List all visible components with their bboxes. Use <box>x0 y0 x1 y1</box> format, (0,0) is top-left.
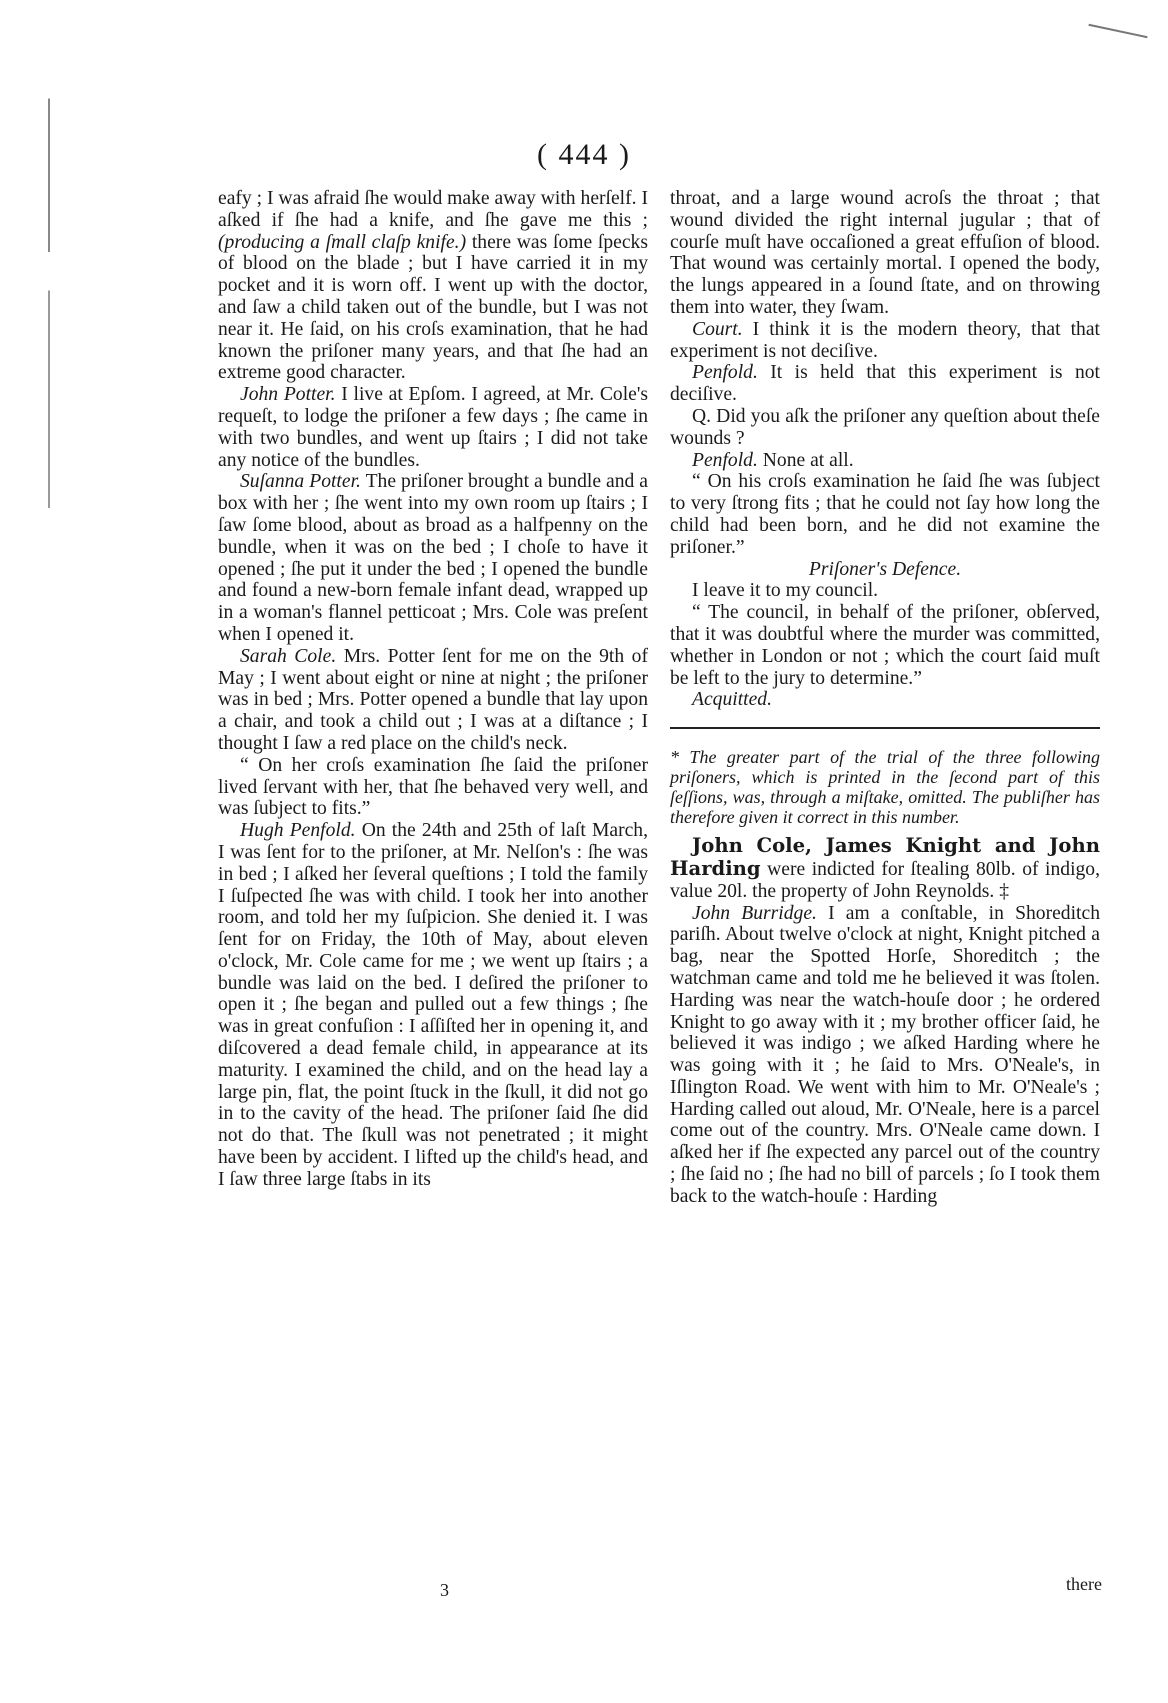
defence-heading: Priſoner's Defence. <box>808 558 962 580</box>
text-run: I live at Epſom. I agreed, at Mr. Cole's requeſt, to lodge the priſoner a few days ; ſhe came in with two bundles, and went up ſtairs ; I did not take any notice of the bundles. <box>218 384 649 471</box>
paragraph <box>670 450 1100 472</box>
defendant-names: John Cole, James Knight and John Harding <box>670 834 1100 880</box>
corner-scan-mark <box>1088 24 1147 38</box>
text-run: “ On her croſs examination ſhe ſaid the priſoner lived ſervant with her, that ſhe behaved very well, and was ſubject to fits.” <box>218 754 648 820</box>
paragraph <box>218 471 648 645</box>
paragraph <box>218 646 648 755</box>
paragraph <box>218 188 648 384</box>
text-run: “ On his croſs examination he ſaid ſhe was ſubject to very ſtrong fits ; that he could not ſay how long the child had been born, and he did not examine the priſoner.” <box>670 471 1100 558</box>
paragraph <box>670 188 1100 319</box>
right-paragraphs-bottom <box>670 835 1100 1208</box>
text-run: I leave it to my council. <box>692 580 879 602</box>
paragraph <box>670 903 1100 1208</box>
page-number: ( 444 ) <box>537 138 631 171</box>
catchword: there <box>1066 1574 1102 1594</box>
right-column <box>670 188 1100 1208</box>
text-run: Mrs. Potter ſent for me on the 9th of May ; I went about eight or nine at night ; the priſoner was in bed ; Mrs. Potter opened a bundle that lay upon a chair, and took a child out ; I was at a diſtance ; I thought I ſaw a red place on the child's neck. <box>218 645 648 754</box>
paragraph <box>218 384 648 471</box>
paragraph <box>670 835 1100 902</box>
right-paragraphs-top <box>670 188 1100 559</box>
paragraph <box>670 471 1100 558</box>
text-run: The priſoner brought a bundle and a box with her ; ſhe went into my own room up ſtairs ; I ſaw ſome blood, about as broad as a halfpenny on the bundle, when it was on the bed ; I choſe to have it opened ; ſhe put it under the bed ; I opened the bundle and found a new-born female infant dead, wrapped up in a woman's flannel petticoat ; Mrs. Cole was preſent when I opened it. <box>218 471 649 645</box>
speaker-name: Penfold. <box>692 362 758 384</box>
paragraph <box>670 362 1100 406</box>
text-run: “ The council, in behalf of the priſoner, obſerved, that it was doubtful where the murder was committed, whether in London or not ; which the court ſaid muſt be left to the jury to determine.” <box>670 602 1100 689</box>
text-run: I think it is the modern theory, that that experiment is not deciſive. <box>670 318 1100 362</box>
speaker-name: (producing a ſmall claſp knife.) <box>218 231 467 253</box>
paragraph <box>218 820 648 1191</box>
speaker-name: Hugh Penfold. <box>240 820 356 842</box>
text-run: It is held that this experiment is not deciſive. <box>670 362 1100 406</box>
text-run: throat, and a large wound acroſs the throat ; that wound divided the right internal jugular ; that of courſe muſt have occaſioned a great effuſion of blood. That wound was certainly mortal. I opened the body, the lungs appeared in a ſound ſtate, and on throwing them into water, they ſwam. <box>670 188 1100 318</box>
paragraph <box>670 689 1100 711</box>
speaker-name: Penfold. <box>692 449 758 471</box>
speaker-name: John Potter. <box>240 384 336 406</box>
text-run: I am a conſtable, in Shoreditch pariſh. About twelve o'clock at night, Knight pitched a bag, near the Spotted Horſe, Shoreditch ; the watchman came and told me he believed it was ſtolen. Harding was near the watch-houſe door ; he ordered Knight to go away with it ; my brother officer ſaid, he believed it was indigo ; we aſked Harding where he was going with it ; he ſaid to Mrs. O'Neale's, in Iſlington Road. We went with him to Mr. O'Neale's ; Harding called out aloud, Mr. O'Neale, here is a parcel come out of the country. Mrs. O'Neale came down. I aſked her if ſhe expected any parcel out of the country ; ſhe ſaid no ; ſhe had no bill of parcels ; ſo I took them back to the watch-houſe : Harding <box>670 902 1100 1207</box>
defence-paragraphs <box>670 580 1100 711</box>
text-run: None at all. <box>757 449 854 471</box>
section-rule <box>670 727 1100 729</box>
speaker-name: Court. <box>692 318 743 340</box>
speaker-name: Sarah Cole. <box>240 645 337 667</box>
speaker-name: Acquitted. <box>692 689 772 711</box>
left-paragraphs <box>218 188 648 1191</box>
text-run: eafy ; I was afraid ſhe would make away with herſelf. I aſked if ſhe had a knife, and ſhe gave me this ; <box>218 188 648 231</box>
speaker-name: Suſanna Potter. <box>240 471 361 493</box>
text-run: On the 24th and 25th of laſt March, I was ſent for to the priſoner, at Mr. Nelſon's : ſhe was in bed ; I aſked her ſeveral queſtions ; I told the family I ſuſpected ſhe was with child. I took her into another room, and told her my ſuſpicion. She denied it. I was ſent for on Friday, the 10th of May, about eleven o'clock, Mr. Cole came for me ; we went up ſtairs ; a bundle was laid on the bed. I deſired the priſoner to open it ; ſhe began and pulled out a few things ; ſhe was in great confuſion : I aſſiſted her in opening it, and diſcovered a dead female child, in appearance at its maturity. I examined the child, and on the head lay a large pin, flat, the point ſtuck in the ſkull, it did not go in to the cavity of the head. The priſoner ſaid ſhe did not do that. The ſkull was not penetrated ; it might have been by accident. I lifted up the child's head, and I ſaw three large ſtabs in its <box>218 820 649 1190</box>
paragraph <box>670 406 1100 450</box>
speaker-name: John Burridge. <box>692 902 817 924</box>
paragraph <box>670 580 1100 602</box>
signature-mark: 3 <box>440 1580 449 1600</box>
paragraph <box>218 755 648 820</box>
publisher-note: * The greater part of the trial of the three following priſoners, which is printed in the ſecond part of this ſeſſions, was, through a miſtake, omitted. The publiſher has therefore given it correct in this number. <box>670 747 1100 828</box>
text-run: were indicted for ſtealing 80lb. of indigo, value 20l. the property of John Reynolds. ‡ <box>670 858 1100 902</box>
left-column <box>218 188 648 1191</box>
text-run: Q. Did you aſk the priſoner any queſtion about theſe wounds ? <box>670 405 1100 449</box>
text-run: there was ſome ſpecks of blood on the blade ; but I have carried it in my pocket and it is worn off. I went up with the doctor, and ſaw a child taken out of the bundle, but I was not near it. He ſaid, on his croſs examination, that he had known the priſoner many years, and that ſhe had an extreme good character. <box>218 231 648 384</box>
paragraph <box>670 319 1100 363</box>
paragraph <box>670 602 1100 689</box>
